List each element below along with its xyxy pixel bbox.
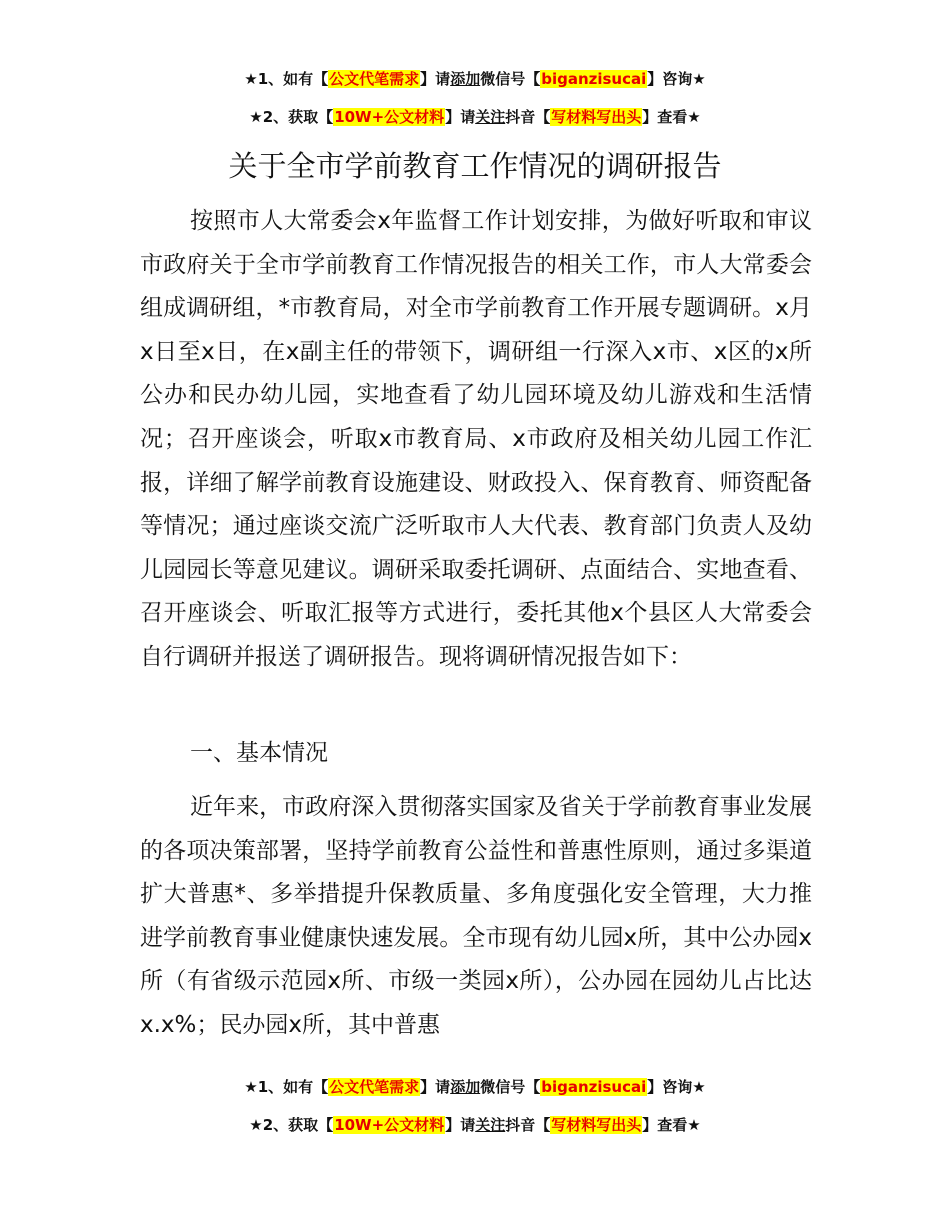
promo-line-materials-footer bbox=[0, 1114, 950, 1136]
promo-highlight-wechat-id: biganzisucai bbox=[541, 1078, 647, 1096]
promo-highlight-materials: 10W+公文材料 bbox=[334, 108, 445, 126]
promo-text: ★1、如有【 bbox=[244, 70, 329, 88]
promo-text: 】请 bbox=[420, 1078, 451, 1096]
promo-text: 】请 bbox=[445, 108, 476, 126]
promo-text: 】查看★ bbox=[642, 108, 701, 126]
promo-highlight-douyin-account: 写材料写出头 bbox=[551, 108, 642, 126]
paragraph-basic-situation: 近年来，市政府深入贯彻落实国家及省关于学前教育事业发展的各项决策部署，坚持学前教育公益性和普惠性原则，通过多渠道扩大普惠*、多举措提升保教质量、多角度强化安全管理，大力推进学前教育事业健康快速发展。全市现有幼儿园x所，其中公办园x所（有省级示范园x所、市级一类园x所），公办园在园幼儿占比达x.x%；民办园x所，其中普惠 bbox=[140, 794, 812, 1038]
promo-text: ★2、获取【 bbox=[249, 108, 334, 126]
section-heading-basic-situation: 一、基本情况 bbox=[190, 740, 328, 766]
promo-highlight-douyin-account: 写材料写出头 bbox=[551, 1116, 642, 1134]
promo-text: 】请 bbox=[445, 1116, 476, 1134]
promo-line-service-footer bbox=[0, 1076, 950, 1098]
promo-text: 】咨询★ bbox=[647, 70, 706, 88]
promo-line-service bbox=[0, 68, 950, 90]
paragraph-intro: 按照市人大常委会x年监督工作计划安排，为做好听取和审议市政府关于全市学前教育工作情况报告的相关工作，市人大常委会组成调研组，*市教育局，对全市学前教育工作开展专题调研。x月x日至x日，在x副主任的带领下，调研组一行深入x市、x区的x所公办和民办幼儿园，实地查看了幼儿园环境及幼儿游戏和生活情况；召开座谈会，听取x市教育局、x市政府及相关幼儿园工作汇报，详细了解学前教育设施建设、财政投入、保育教育、师资配备等情况；通过座谈交流广泛听取市人大代表、教育部门负责人及幼儿园园长等意见建议。调研采取委托调研、点面结合、实地查看、召开座谈会、听取汇报等方式进行，委托其他x个县区人大常委会自行调研并报送了调研报告。现将调研情况报告如下： bbox=[140, 208, 812, 670]
promo-text: 】咨询★ bbox=[647, 1078, 706, 1096]
document-title: 关于全市学前教育工作情况的调研报告 bbox=[228, 149, 722, 183]
promo-text: 】查看★ bbox=[642, 1116, 701, 1134]
promo-text: 抖音【 bbox=[505, 1116, 551, 1134]
promo-text: 】请 bbox=[420, 70, 451, 88]
promo-highlight-service: 公文代笔需求 bbox=[329, 70, 420, 88]
promo-text: ★2、获取【 bbox=[249, 1116, 334, 1134]
promo-text: 抖音【 bbox=[505, 108, 551, 126]
promo-highlight-materials: 10W+公文材料 bbox=[334, 1116, 445, 1134]
promo-text: 微信号【 bbox=[480, 1078, 541, 1096]
promo-text: 微信号【 bbox=[480, 70, 541, 88]
promo-underline-add: 添加 bbox=[450, 70, 481, 88]
promo-highlight-service: 公文代笔需求 bbox=[329, 1078, 420, 1096]
promo-underline-follow: 关注 bbox=[475, 1116, 506, 1134]
promo-highlight-wechat-id: biganzisucai bbox=[541, 70, 647, 88]
promo-text: ★1、如有【 bbox=[244, 1078, 329, 1096]
promo-line-materials bbox=[0, 106, 950, 128]
promo-underline-add: 添加 bbox=[450, 1078, 481, 1096]
promo-underline-follow: 关注 bbox=[475, 108, 506, 126]
